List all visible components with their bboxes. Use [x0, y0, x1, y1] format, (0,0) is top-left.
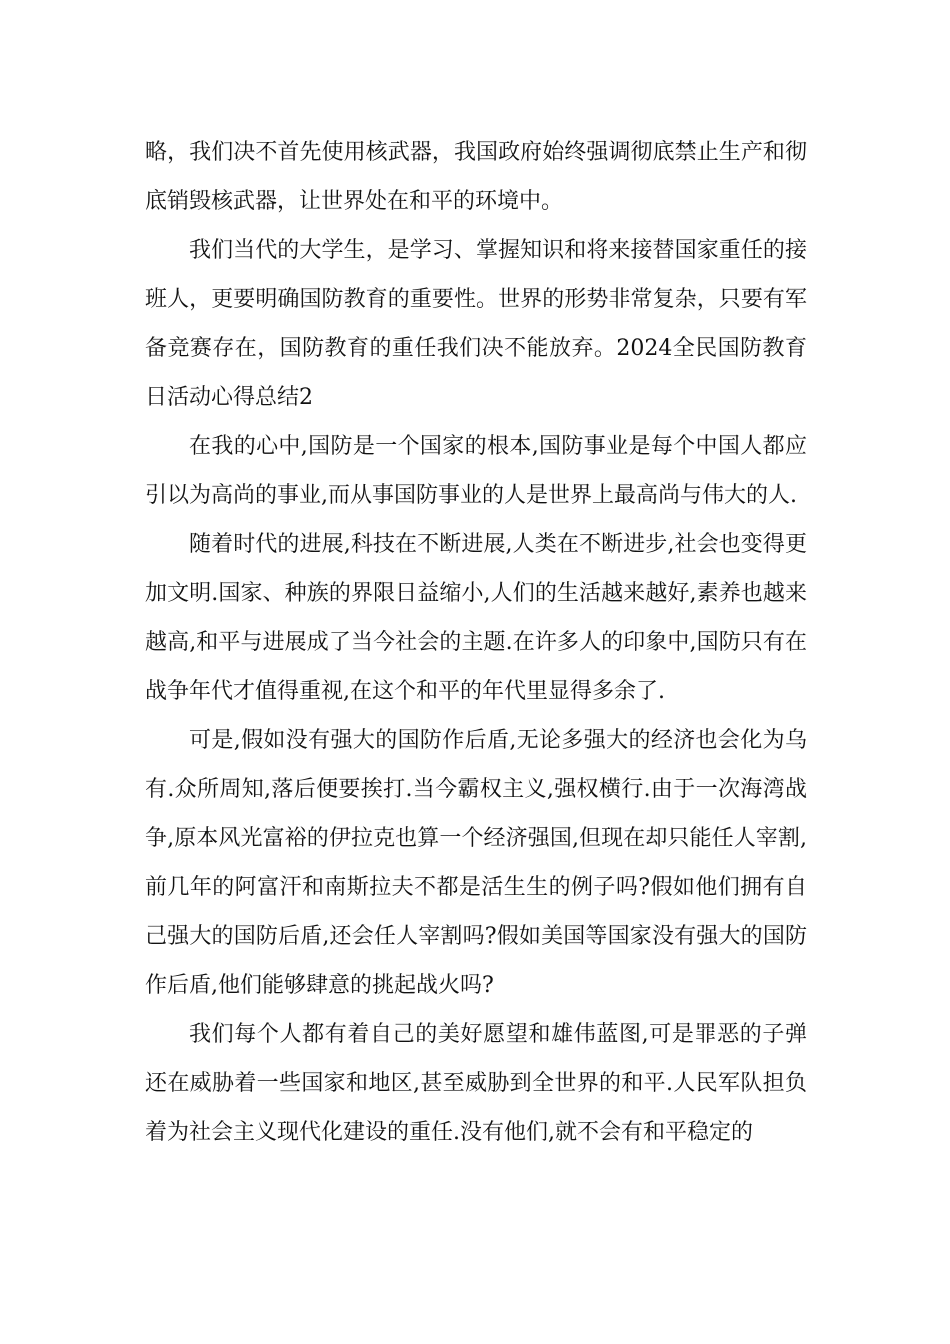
paragraph-6: 我们每个人都有着自己的美好愿望和雄伟蓝图,可是罪恶的子弹还在威胁着一些国家和地区,甚至威胁到全世界的和平.人民军队担负着为社会主义现代化建设的重任.没有他们,就不会有和平稳定的 — [145, 1022, 807, 1145]
paragraph-5: 可是,假如没有强大的国防作后盾,无论多强大的经济也会化为乌有.众所周知,落后便要挨打.当今霸权主义,强权横行.由于一次海湾战争,原本风光富裕的伊拉克也算一个经济强国,但现在却只能任人宰割,前几年的阿富汗和南斯拉夫不都是活生生的例子吗?假如他们拥有自己强大的国防后盾,还会任人宰割吗?假如美国等国家没有强大的国防作后盾,他们能够肆意的挑起战火吗? — [145, 728, 807, 998]
paragraph-3: 在我的心中,国防是一个国家的根本,国防事业是每个中国人都应引以为高尚的事业,而从事国防事业的人是世界上最高尚与伟大的人. — [145, 434, 807, 508]
paragraph-2: 我们当代的大学生，是学习、掌握知识和将来接替国家重任的接班人，更要明确国防教育的重要性。世界的形势非常复杂，只要有军备竞赛存在，国防教育的重任我们决不能放弃。2024全民国防教育日活动心得总结2 — [145, 238, 807, 410]
paragraph-4: 随着时代的进展,科技在不断进展,人类在不断进步,社会也变得更加文明.国家、种族的界限日益缩小,人们的生活越来越好,素养也越来越高,和平与进展成了当今社会的主题.在许多人的印象中,国防只有在战争年代才值得重视,在这个和平的年代里显得多余了. — [145, 532, 807, 704]
document-body — [145, 128, 807, 1157]
paragraph-1: 略，我们决不首先使用核武器，我国政府始终强调彻底禁止生产和彻底销毁核武器，让世界处在和平的环境中。 — [145, 140, 807, 214]
